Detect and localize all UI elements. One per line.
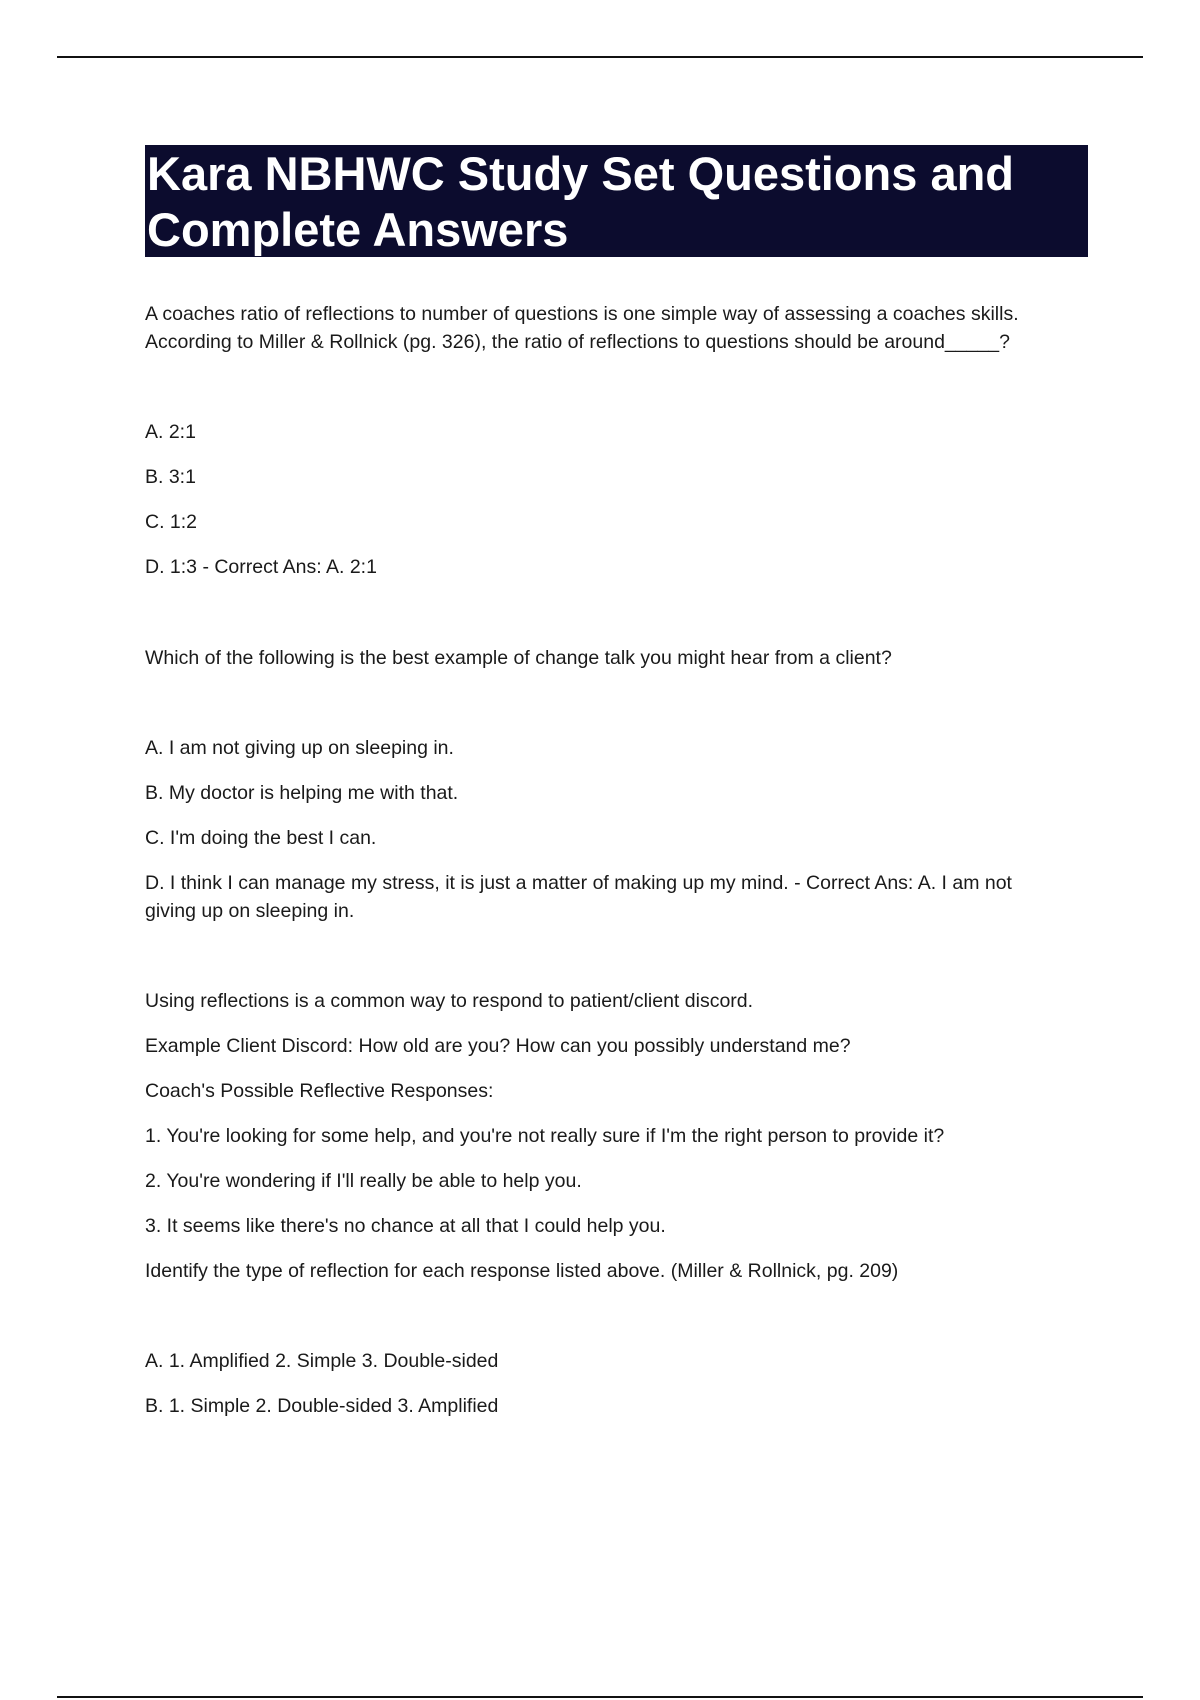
- page-title: Kara NBHWC Study Set Questions and Complete Answers: [147, 147, 1014, 256]
- question-1-option-a: A. 2:1: [145, 421, 196, 443]
- question-2-option-c: C. I'm doing the best I can.: [145, 827, 377, 849]
- question-3-stem-line: Identify the type of reflection for each response listed above. (Miller & Rollnick, pg. 209): [145, 1260, 899, 1282]
- question-1-stem: A coaches ratio of reflections to number of questions is one simple way of assessing a coaches skills. According to Miller & Rollnick (pg. 326), the ratio of reflections to questions should be around_____?: [145, 303, 1019, 353]
- question-3-stem-line: Example Client Discord: How old are you? How can you possibly understand me?: [145, 1035, 851, 1057]
- question-3-option-a: A. 1. Amplified 2. Simple 3. Double-sided: [145, 1350, 499, 1372]
- question-3-stem-line: Using reflections is a common way to respond to patient/client discord.: [145, 990, 754, 1012]
- question-3-stem-line: 3. It seems like there's no chance at all that I could help you.: [145, 1215, 666, 1237]
- question-list: [145, 300, 1065, 1437]
- title-banner: [145, 145, 1088, 257]
- question-2-option-d: D. I think I can manage my stress, it is just a matter of making up my mind. - Correct Ans: A. I am not giving up on sleeping in.: [145, 872, 1012, 922]
- question-2-option-b: B. My doctor is helping me with that.: [145, 782, 459, 804]
- question-2-option-a: A. I am not giving up on sleeping in.: [145, 737, 454, 759]
- question-3-stem-line: 2. You're wondering if I'll really be able to help you.: [145, 1170, 582, 1192]
- question-1-option-d: D. 1:3 - Correct Ans: A. 2:1: [145, 556, 377, 578]
- question-3-stem-line: Coach's Possible Reflective Responses:: [145, 1080, 494, 1102]
- question-2-stem: Which of the following is the best example of change talk you might hear from a client?: [145, 647, 892, 669]
- top-rule: [57, 56, 1143, 58]
- bottom-rule: [57, 1696, 1143, 1698]
- question-1-option-c: C. 1:2: [145, 511, 198, 533]
- question-3-stem-line: 1. You're looking for some help, and you're not really sure if I'm the right person to provide it?: [145, 1125, 945, 1147]
- question-1-option-b: B. 3:1: [145, 466, 196, 488]
- question-3-option-b: B. 1. Simple 2. Double-sided 3. Amplified: [145, 1395, 499, 1417]
